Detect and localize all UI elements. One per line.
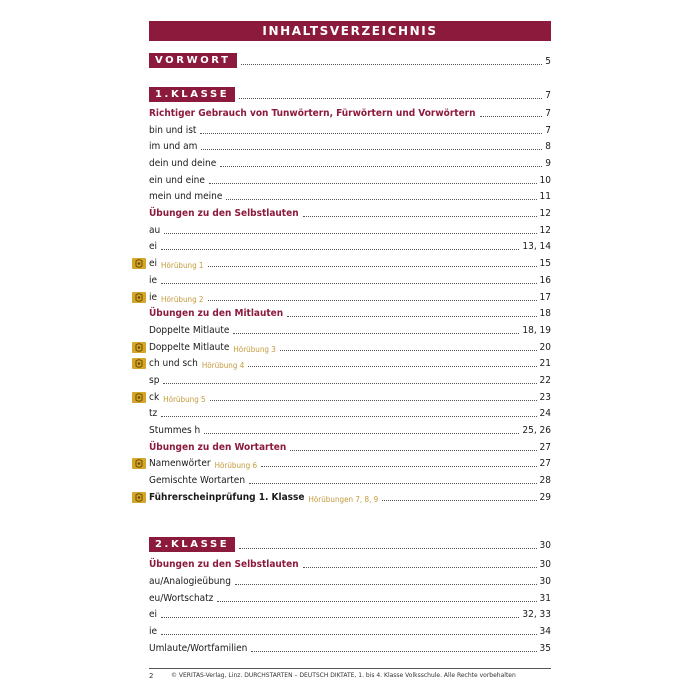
section-label-vorwort: VORWORT	[149, 53, 237, 68]
footer-page-number: 2	[149, 672, 154, 680]
entry-text: Stummes h	[149, 425, 201, 436]
leader-dots	[480, 116, 543, 117]
page-number: 23	[539, 392, 551, 403]
leader-dots	[217, 601, 536, 602]
toc-entry[interactable]	[149, 221, 551, 237]
page-number: 27	[539, 442, 551, 453]
page-number: 12	[539, 225, 551, 236]
page-number: 17	[539, 292, 551, 303]
toc-entry[interactable]	[149, 288, 551, 304]
entry-text: bin und ist	[149, 125, 197, 136]
leader-dots	[220, 166, 542, 167]
leader-dots	[239, 548, 536, 549]
entry-text: ein und eine	[149, 175, 205, 186]
toc-section-klasse-1[interactable]	[149, 85, 551, 102]
page-number: 18, 19	[522, 325, 551, 336]
toc-entry[interactable]	[149, 555, 551, 571]
leader-dots	[163, 383, 536, 384]
leader-dots	[249, 483, 537, 484]
entry-text: mein und meine	[149, 191, 223, 202]
toc-entry[interactable]	[149, 204, 551, 220]
section-label-klasse-2: 2.KLASSE	[149, 537, 235, 552]
toc-entry[interactable]	[149, 622, 551, 638]
toc-entry[interactable]	[149, 471, 551, 487]
toc-entry[interactable]	[149, 572, 551, 588]
leader-dots	[303, 216, 537, 217]
entry-text: im und am	[149, 141, 198, 152]
toc-section-vorwort[interactable]	[149, 51, 551, 68]
leader-dots	[239, 98, 542, 99]
entry-text: ck	[149, 392, 160, 403]
leader-dots	[287, 316, 536, 317]
toc-entry[interactable]	[149, 354, 551, 370]
toc-entry[interactable]	[149, 304, 551, 320]
page-number: 32, 33	[522, 609, 551, 620]
entry-text: au	[149, 225, 161, 236]
page-number: 22	[539, 375, 551, 386]
leader-dots	[233, 333, 519, 334]
entry-text: ie	[149, 626, 158, 637]
entry-text: Doppelte Mitlaute	[149, 325, 230, 336]
page-number: 11	[539, 191, 551, 202]
page-number: 34	[539, 626, 551, 637]
page-number: 25, 26	[522, 425, 551, 436]
toc-entry[interactable]	[149, 421, 551, 437]
page-number: 28	[539, 475, 551, 486]
audio-exercise-label: Hörübung 4	[201, 361, 245, 370]
page-number: 30	[539, 540, 551, 551]
page-number: 7	[545, 90, 551, 101]
audio-exercise-label: Hörübung 5	[163, 395, 206, 404]
entry-text: Übungen zu den Wortarten	[149, 442, 287, 453]
toc-entry[interactable]	[149, 104, 551, 120]
entry-text: ie	[149, 292, 158, 303]
page-number: 20	[539, 342, 551, 353]
toc-entry[interactable]	[149, 321, 551, 337]
leader-dots	[210, 400, 537, 401]
leader-dots	[303, 567, 537, 568]
page-number: 35	[539, 643, 551, 654]
audio-exercise-icon	[132, 342, 146, 353]
toc-entry[interactable]	[149, 338, 551, 354]
page-number: 30	[539, 576, 551, 587]
toc-entry[interactable]	[149, 271, 551, 287]
page-title: INHALTSVERZEICHNIS	[149, 21, 551, 41]
page-number: 21	[539, 358, 551, 369]
leader-dots	[209, 183, 537, 184]
audio-exercise-label: Hörübung 6	[214, 461, 258, 470]
page-number: 24	[539, 408, 551, 419]
audio-exercise-icon	[132, 492, 146, 503]
page-number: 30	[539, 559, 551, 570]
entry-text: ch und sch	[149, 358, 198, 369]
leader-dots	[204, 433, 519, 434]
entry-text: ei	[149, 609, 158, 620]
entry-text: Namenwörter	[149, 458, 211, 469]
audio-exercise-label: Hörübung 3	[233, 345, 276, 354]
page-number: 8	[545, 141, 551, 152]
leader-dots	[280, 350, 537, 351]
audio-exercise-label: Hörübung 1	[161, 261, 204, 270]
entry-text: ei	[149, 241, 158, 252]
entry-text: Führerscheinprüfung 1. Klasse	[149, 492, 305, 503]
entry-text: Doppelte Mitlaute	[149, 342, 230, 353]
page-number: 9	[545, 158, 551, 169]
audio-exercise-icon	[132, 358, 146, 369]
toc-entry[interactable]	[149, 388, 551, 404]
section-label-klasse-1: 1.KLASSE	[149, 87, 235, 102]
leader-dots	[200, 133, 542, 134]
audio-exercise-icon	[132, 258, 146, 269]
entry-text: eu/Wortschatz	[149, 593, 214, 604]
page-number: 10	[539, 175, 551, 186]
page-number: 27	[539, 458, 551, 469]
leader-dots	[248, 366, 536, 367]
page-number: 7	[545, 108, 551, 119]
toc-entry[interactable]	[149, 154, 551, 170]
page-number: 13, 14	[522, 241, 551, 252]
footer-copyright: © VERITAS-Verlag, Linz. DURCHSTARTEN – DEUTSCH DIKTATE, 1. bis 4. Klasse Volksschule. Alle Rechte vorbehalten	[171, 672, 516, 679]
entry-text: Gemischte Wortarten	[149, 475, 246, 486]
footer-divider	[149, 668, 551, 669]
toc-entry[interactable]	[149, 187, 551, 203]
page-number: 5	[545, 56, 551, 67]
entry-text: Richtiger Gebrauch von Tunwörtern, Fürwörtern und Vorwörtern	[149, 108, 476, 119]
leader-dots	[208, 300, 537, 301]
page-number: 15	[539, 258, 551, 269]
page-number: 16	[539, 275, 551, 286]
toc-entry[interactable]	[149, 605, 551, 621]
audio-exercise-icon	[132, 392, 146, 403]
leader-dots	[161, 283, 537, 284]
leader-dots	[161, 634, 537, 635]
entry-text: sp	[149, 375, 160, 386]
leader-dots	[241, 64, 543, 65]
entry-text: Übungen zu den Selbstlauten	[149, 559, 299, 570]
entry-text: au/Analogieübung	[149, 576, 231, 587]
toc-entry[interactable]	[149, 589, 551, 605]
page-number: 29	[539, 492, 551, 503]
toc-section-klasse-2[interactable]	[149, 535, 551, 552]
leader-dots	[161, 416, 536, 417]
page-number: 31	[539, 593, 551, 604]
page-number: 18	[539, 308, 551, 319]
toc-entry[interactable]	[149, 454, 551, 470]
page-number: 7	[545, 125, 551, 136]
toc-entry[interactable]	[149, 137, 551, 153]
toc-entry[interactable]	[149, 438, 551, 454]
leader-dots	[261, 466, 537, 467]
audio-exercise-label: Hörübungen 7, 8, 9	[308, 495, 379, 504]
entry-text: ie	[149, 275, 158, 286]
entry-text: Übungen zu den Selbstlauten	[149, 208, 299, 219]
leader-dots	[161, 617, 519, 618]
toc-entry[interactable]	[149, 404, 551, 420]
leader-dots	[201, 149, 542, 150]
entry-text: Übungen zu den Mitlauten	[149, 308, 284, 319]
toc-entry[interactable]	[149, 121, 551, 137]
entry-text: ei	[149, 258, 158, 269]
entry-text: Umlaute/Wortfamilien	[149, 643, 248, 654]
toc-entry[interactable]	[149, 371, 551, 387]
leader-dots	[226, 199, 536, 200]
leader-dots	[382, 500, 536, 501]
entry-text: dein und deine	[149, 158, 217, 169]
audio-exercise-icon	[132, 458, 146, 469]
toc-entry[interactable]	[149, 237, 551, 253]
toc-entry[interactable]	[149, 639, 551, 655]
leader-dots	[208, 266, 537, 267]
leader-dots	[290, 450, 536, 451]
audio-exercise-icon	[132, 292, 146, 303]
leader-dots	[235, 584, 537, 585]
leader-dots	[164, 233, 536, 234]
entry-text: tz	[149, 408, 158, 419]
page-number: 12	[539, 208, 551, 219]
audio-exercise-label: Hörübung 2	[161, 295, 204, 304]
toc-entry[interactable]	[149, 171, 551, 187]
toc-entry[interactable]	[149, 488, 551, 504]
toc-entry[interactable]	[149, 254, 551, 270]
leader-dots	[251, 651, 536, 652]
leader-dots	[161, 249, 519, 250]
